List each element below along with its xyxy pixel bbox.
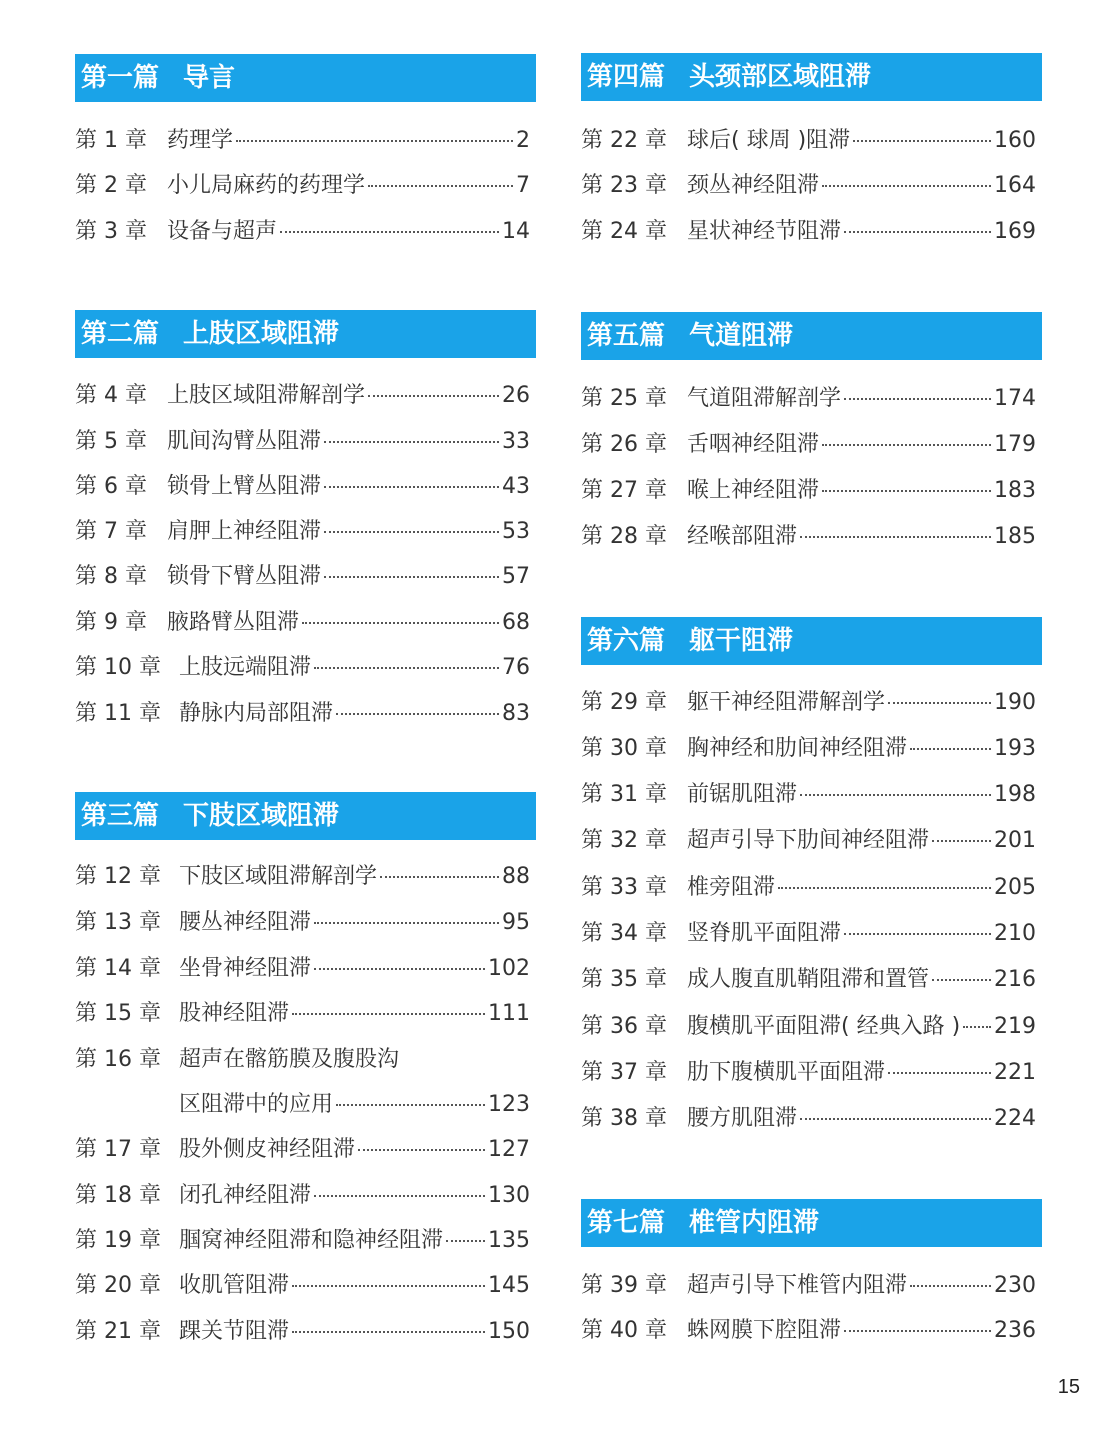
toc-entry[interactable]	[75, 215, 530, 249]
toc-entry[interactable]	[75, 425, 530, 459]
chapter-title: 星状神经节阻滞	[687, 219, 842, 244]
part-title: 躯干阻滞	[689, 626, 794, 656]
dot-leader	[324, 486, 499, 488]
chapter-page: 224	[994, 1106, 1036, 1131]
part-header	[581, 1199, 1042, 1247]
dot-leader	[314, 922, 499, 924]
chapter-page: 174	[994, 386, 1036, 411]
chapter-number: 第 40 章	[581, 1318, 667, 1343]
dot-leader	[888, 1072, 991, 1074]
chapter-title: 坐骨神经阻滞	[179, 956, 312, 981]
toc-entry[interactable]	[75, 860, 530, 894]
chapter-number: 第 7 章	[75, 519, 147, 544]
dot-leader	[368, 395, 499, 397]
chapter-title: 超声引导下肋间神经阻滞	[687, 828, 930, 853]
chapter-number: 第 22 章	[581, 128, 667, 153]
toc-entry[interactable]	[75, 1133, 530, 1167]
chapter-page: 26	[502, 383, 530, 408]
part-title: 上肢区域阻滞	[183, 319, 340, 349]
chapter-page: 53	[502, 519, 530, 544]
chapter-page: 33	[502, 429, 530, 454]
chapter-page: 198	[994, 782, 1036, 807]
chapter-title: 喉上神经阻滞	[687, 478, 820, 503]
toc-entry[interactable]	[581, 1269, 1036, 1303]
chapter-number: 第 30 章	[581, 736, 667, 761]
toc-entry[interactable]	[75, 952, 530, 986]
part-header	[581, 617, 1042, 665]
toc-entry[interactable]	[75, 515, 530, 549]
chapter-page: 57	[502, 564, 530, 589]
toc-entry[interactable]	[75, 906, 530, 940]
chapter-page: 201	[994, 828, 1036, 853]
chapter-number: 第 28 章	[581, 524, 667, 549]
chapter-number: 第 34 章	[581, 921, 667, 946]
part-header	[75, 792, 536, 840]
toc-entry[interactable]	[581, 520, 1036, 554]
toc-entry[interactable]	[75, 1269, 530, 1303]
dot-leader	[368, 185, 513, 187]
chapter-title: 下肢区域阻滞解剖学	[179, 864, 378, 889]
dot-leader	[844, 933, 991, 935]
toc-entry[interactable]	[581, 1314, 1036, 1348]
toc-entry[interactable]	[75, 997, 530, 1031]
toc-entry[interactable]	[75, 1224, 530, 1258]
chapter-page: 150	[488, 1319, 530, 1344]
chapter-page: 219	[994, 1014, 1036, 1039]
toc-entry[interactable]	[581, 428, 1036, 462]
chapter-title: 静脉内局部阻滞	[179, 701, 334, 726]
dot-leader	[324, 576, 499, 578]
toc-entry[interactable]	[581, 871, 1036, 905]
dot-leader	[446, 1240, 485, 1242]
dot-leader	[822, 490, 991, 492]
chapter-number: 第 23 章	[581, 173, 667, 198]
toc-entry[interactable]	[75, 697, 530, 731]
chapter-page: 76	[502, 655, 530, 680]
chapter-title: 区阻滞中的应用	[179, 1092, 334, 1117]
chapter-title: 设备与超声	[167, 219, 278, 244]
dot-leader	[844, 231, 991, 233]
chapter-page: 7	[516, 173, 530, 198]
chapter-page: 130	[488, 1183, 530, 1208]
dot-leader	[844, 398, 991, 400]
chapter-title: 腰丛神经阻滞	[179, 910, 312, 935]
toc-entry[interactable]	[75, 1315, 530, 1349]
dot-leader	[314, 968, 485, 970]
toc-entry[interactable]	[581, 824, 1036, 858]
chapter-number: 第 8 章	[75, 564, 147, 589]
chapter-number: 第 21 章	[75, 1319, 161, 1344]
chapter-title: 腋路臂丛阻滞	[167, 610, 300, 635]
toc-entry[interactable]	[581, 382, 1036, 416]
chapter-title: 胸神经和肋间神经阻滞	[687, 736, 908, 761]
dot-leader	[336, 1104, 485, 1106]
chapter-page: 102	[488, 956, 530, 981]
toc-entry[interactable]	[75, 379, 530, 413]
chapter-title: 球后( 球周 )阻滞	[687, 128, 851, 153]
chapter-title: 小儿局麻药的药理学	[167, 173, 366, 198]
chapter-number: 第 38 章	[581, 1106, 667, 1131]
chapter-number: 第 31 章	[581, 782, 667, 807]
chapter-title: 上肢远端阻滞	[179, 655, 312, 680]
chapter-number: 第 13 章	[75, 910, 161, 935]
chapter-title: 药理学	[167, 128, 234, 153]
chapter-number: 第 15 章	[75, 1001, 161, 1026]
toc-entry[interactable]	[581, 963, 1036, 997]
chapter-page: 185	[994, 524, 1036, 549]
chapter-title: 肩胛上神经阻滞	[167, 519, 322, 544]
chapter-title: 锁骨上臂丛阻滞	[167, 474, 322, 499]
toc-entry[interactable]	[581, 215, 1036, 249]
chapter-title: 躯干神经阻滞解剖学	[687, 690, 886, 715]
part-title: 气道阻滞	[689, 321, 794, 351]
chapter-number: 第 3 章	[75, 219, 147, 244]
chapter-number: 第 10 章	[75, 655, 161, 680]
chapter-page: 169	[994, 219, 1036, 244]
toc-entry[interactable]	[75, 124, 530, 158]
chapter-number: 第 20 章	[75, 1273, 161, 1298]
part-header	[581, 312, 1042, 360]
part-title: 导言	[183, 63, 236, 93]
toc-entry[interactable]	[75, 470, 530, 504]
dot-leader	[302, 622, 499, 624]
chapter-page: 216	[994, 967, 1036, 992]
toc-entry[interactable]	[581, 474, 1036, 508]
chapter-page: 205	[994, 875, 1036, 900]
part-header	[75, 54, 536, 102]
chapter-title: 超声引导下椎管内阻滞	[687, 1273, 908, 1298]
dot-leader	[910, 748, 991, 750]
chapter-number: 第 2 章	[75, 173, 147, 198]
chapter-title: 舌咽神经阻滞	[687, 432, 820, 457]
toc-entry[interactable]	[581, 778, 1036, 812]
chapter-title: 腘窝神经阻滞和隐神经阻滞	[179, 1228, 444, 1253]
dot-leader	[778, 887, 991, 889]
chapter-title: 竖脊肌平面阻滞	[687, 921, 842, 946]
chapter-number: 第 16 章	[75, 1047, 161, 1072]
chapter-number: 第 24 章	[581, 219, 667, 244]
chapter-page: 193	[994, 736, 1036, 761]
chapter-number: 第 14 章	[75, 956, 161, 981]
chapter-page: 230	[994, 1273, 1036, 1298]
part-title: 头颈部区域阻滞	[689, 62, 872, 92]
chapter-number: 第 33 章	[581, 875, 667, 900]
chapter-page: 160	[994, 128, 1036, 153]
dot-leader	[822, 444, 991, 446]
dot-leader	[324, 441, 499, 443]
dot-leader	[800, 1118, 991, 1120]
toc-entry[interactable]	[75, 1043, 530, 1077]
part-header	[581, 53, 1042, 101]
toc-entry[interactable]	[75, 1088, 530, 1122]
chapter-number: 第 12 章	[75, 864, 161, 889]
chapter-page: 190	[994, 690, 1036, 715]
chapter-title: 踝关节阻滞	[179, 1319, 290, 1344]
chapter-page: 14	[502, 219, 530, 244]
toc-entry[interactable]	[75, 651, 530, 685]
toc-entry[interactable]	[581, 169, 1036, 203]
part-title: 下肢区域阻滞	[183, 801, 340, 831]
chapter-title: 股外侧皮神经阻滞	[179, 1137, 356, 1162]
chapter-page: 164	[994, 173, 1036, 198]
chapter-title: 经喉部阻滞	[687, 524, 798, 549]
part-header	[75, 310, 536, 358]
dot-leader	[932, 979, 991, 981]
chapter-number: 第 37 章	[581, 1060, 667, 1085]
chapter-page: 111	[488, 1001, 530, 1026]
chapter-title: 成人腹直肌鞘阻滞和置管	[687, 967, 930, 992]
chapter-page: 145	[488, 1273, 530, 1298]
chapter-title: 颈丛神经阻滞	[687, 173, 820, 198]
dot-leader	[314, 667, 499, 669]
part-number: 第三篇	[81, 801, 160, 831]
part-number: 第一篇	[81, 63, 160, 93]
part-number: 第五篇	[587, 321, 666, 351]
dot-leader	[910, 1285, 991, 1287]
chapter-title: 气道阻滞解剖学	[687, 386, 842, 411]
dot-leader	[380, 876, 499, 878]
chapter-number: 第 39 章	[581, 1273, 667, 1298]
chapter-title: 肌间沟臂丛阻滞	[167, 429, 322, 454]
dot-leader	[853, 140, 991, 142]
chapter-title: 超声在髂筋膜及腹股沟	[179, 1047, 400, 1072]
toc-entry[interactable]	[581, 917, 1036, 951]
chapter-title: 闭孔神经阻滞	[179, 1183, 312, 1208]
toc-entry[interactable]	[581, 1010, 1036, 1044]
dot-leader	[800, 536, 991, 538]
chapter-number: 第 5 章	[75, 429, 147, 454]
chapter-page: 221	[994, 1060, 1036, 1085]
chapter-number: 第 26 章	[581, 432, 667, 457]
chapter-number: 第 27 章	[581, 478, 667, 503]
toc-entry[interactable]	[581, 124, 1036, 158]
toc-entry[interactable]	[581, 686, 1036, 720]
toc-entry[interactable]	[75, 169, 530, 203]
chapter-title: 锁骨下臂丛阻滞	[167, 564, 322, 589]
chapter-title: 蛛网膜下腔阻滞	[687, 1318, 842, 1343]
dot-leader	[800, 794, 991, 796]
chapter-number: 第 11 章	[75, 701, 161, 726]
part-title: 椎管内阻滞	[689, 1208, 820, 1238]
chapter-page: 95	[502, 910, 530, 935]
chapter-number: 第 17 章	[75, 1137, 161, 1162]
chapter-title: 椎旁阻滞	[687, 875, 776, 900]
chapter-number: 第 29 章	[581, 690, 667, 715]
chapter-page: 236	[994, 1318, 1036, 1343]
chapter-page: 43	[502, 474, 530, 499]
dot-leader	[822, 185, 991, 187]
part-number: 第六篇	[587, 626, 666, 656]
chapter-number: 第 19 章	[75, 1228, 161, 1253]
dot-leader	[888, 702, 991, 704]
chapter-title: 腰方肌阻滞	[687, 1106, 798, 1131]
part-number: 第二篇	[81, 319, 160, 349]
chapter-page: 88	[502, 864, 530, 889]
chapter-number: 第 4 章	[75, 383, 147, 408]
chapter-page: 68	[502, 610, 530, 635]
page-number: 15	[1057, 1376, 1080, 1398]
chapter-title: 收肌管阻滞	[179, 1273, 290, 1298]
dot-leader	[314, 1195, 485, 1197]
chapter-title: 上肢区域阻滞解剖学	[167, 383, 366, 408]
chapter-page: 210	[994, 921, 1036, 946]
dot-leader	[292, 1285, 485, 1287]
toc-entry[interactable]	[581, 1102, 1036, 1136]
toc-entry[interactable]	[581, 1056, 1036, 1090]
chapter-page: 2	[516, 128, 530, 153]
toc-entry[interactable]	[75, 606, 530, 640]
toc-entry[interactable]	[75, 560, 530, 594]
toc-entry[interactable]	[581, 732, 1036, 766]
dot-leader	[932, 840, 991, 842]
dot-leader	[844, 1330, 991, 1332]
chapter-page: 183	[994, 478, 1036, 503]
chapter-page: 83	[502, 701, 530, 726]
toc-entry[interactable]	[75, 1179, 530, 1213]
chapter-page: 135	[488, 1228, 530, 1253]
chapter-number: 第 6 章	[75, 474, 147, 499]
chapter-number: 第 36 章	[581, 1014, 667, 1039]
dot-leader	[324, 531, 499, 533]
chapter-page: 127	[488, 1137, 530, 1162]
dot-leader	[280, 231, 499, 233]
part-number: 第七篇	[587, 1208, 666, 1238]
chapter-number: 第 18 章	[75, 1183, 161, 1208]
dot-leader	[358, 1149, 485, 1151]
dot-leader	[292, 1331, 485, 1333]
chapter-page: 123	[488, 1092, 530, 1117]
chapter-number: 第 25 章	[581, 386, 667, 411]
chapter-number: 第 9 章	[75, 610, 147, 635]
dot-leader	[963, 1026, 991, 1028]
chapter-title: 腹横肌平面阻滞( 经典入路 )	[687, 1014, 961, 1039]
chapter-number: 第 32 章	[581, 828, 667, 853]
dot-leader	[292, 1013, 485, 1015]
chapter-title: 前锯肌阻滞	[687, 782, 798, 807]
chapter-title: 股神经阻滞	[179, 1001, 290, 1026]
part-number: 第四篇	[587, 62, 666, 92]
dot-leader	[336, 713, 499, 715]
dot-leader	[236, 140, 513, 142]
chapter-number: 第 35 章	[581, 967, 667, 992]
chapter-title: 肋下腹横肌平面阻滞	[687, 1060, 886, 1085]
chapter-number: 第 1 章	[75, 128, 147, 153]
chapter-page: 179	[994, 432, 1036, 457]
